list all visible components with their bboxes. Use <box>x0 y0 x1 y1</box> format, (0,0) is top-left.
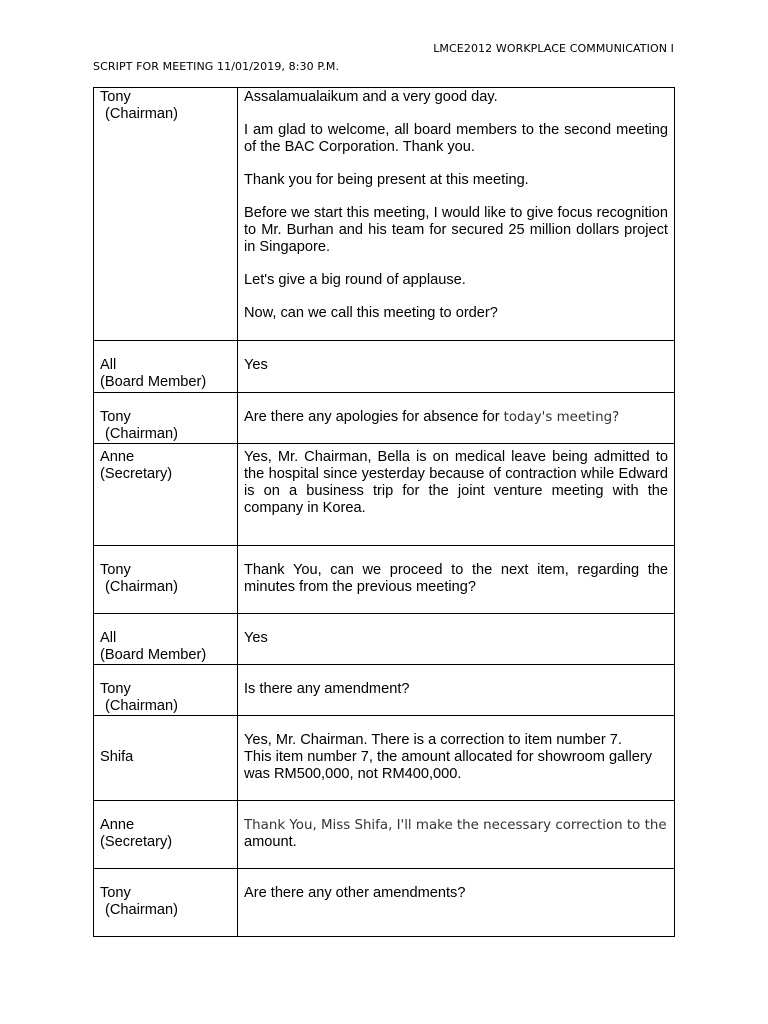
speaker-name: Shifa <box>100 749 134 765</box>
table-row <box>94 716 675 801</box>
speaker-name: Anne <box>100 449 135 465</box>
speaker-cell <box>94 614 238 665</box>
table-row <box>94 88 675 341</box>
speech-paragraph: Let's give a big round of applause. <box>244 272 466 288</box>
speech-cell <box>238 393 675 444</box>
speaker-name: Tony <box>100 89 131 105</box>
speaker-cell <box>94 88 238 341</box>
speaker-name: All <box>100 630 117 646</box>
speaker-role: (Secretary) <box>100 834 173 850</box>
speaker-name: Tony <box>100 409 131 425</box>
speech-paragraph: Are there any other amendments? <box>244 885 466 901</box>
speaker-cell <box>94 801 238 869</box>
speaker-role: (Chairman) <box>105 426 178 442</box>
speech-cell <box>238 614 675 665</box>
script-title: SCRIPT FOR MEETING 11/01/2019, 8:30 P.M. <box>93 60 340 73</box>
speech-line-emphasis: Thank You, Miss Shifa, I'll make the necessary correction to the <box>244 818 667 833</box>
speech-line: Yes, Mr. Chairman. There is a correction to item number 7. <box>244 732 622 748</box>
speech-paragraph: Thank You, can we proceed to the next item, regarding the minutes from the previous meeting? <box>244 562 668 595</box>
speech-line: amount. <box>244 834 297 850</box>
speech-line: This item number 7, the amount allocated for showroom gallery <box>244 749 653 765</box>
meeting-script-table <box>93 87 675 937</box>
speech-cell <box>238 716 675 801</box>
speech-cell <box>238 546 675 614</box>
table-row <box>94 444 675 546</box>
speaker-name: Anne <box>100 817 135 833</box>
speaker-cell <box>94 444 238 546</box>
speech-paragraph: Yes, Mr. Chairman, Bella is on medical leave being admitted to the hospital since yesterday because of contraction while Edward is on a business trip for the joint venture meeting with the company in Korea. <box>244 449 668 516</box>
speech-paragraph: Yes <box>244 630 268 646</box>
speaker-role: (Secretary) <box>100 466 173 482</box>
speaker-cell <box>94 393 238 444</box>
speech-cell <box>238 801 675 869</box>
speech-cell <box>238 341 675 393</box>
speaker-role: (Chairman) <box>105 698 178 714</box>
speaker-role: (Chairman) <box>105 902 178 918</box>
speaker-cell <box>94 341 238 393</box>
table-row <box>94 614 675 665</box>
table-row <box>94 341 675 393</box>
speech-paragraph: Thank you for being present at this meeting. <box>244 172 529 188</box>
speech-cell <box>238 665 675 716</box>
speech-paragraph: Is there any amendment? <box>244 681 410 697</box>
speech-text: Are there any apologies for absence for <box>244 409 504 425</box>
speaker-role: (Board Member) <box>100 647 207 663</box>
speech-cell <box>238 869 675 937</box>
speech-paragraph: Now, can we call this meeting to order? <box>244 305 498 321</box>
speech-paragraph: I am glad to welcome, all board members to the second meeting of the BAC Corporation. Thank you. <box>244 122 668 155</box>
speech-paragraph: Yes <box>244 357 268 373</box>
speaker-role: (Chairman) <box>105 579 178 595</box>
speaker-name: Tony <box>100 681 131 697</box>
speaker-role: (Chairman) <box>105 106 178 122</box>
course-header: LMCE2012 WORKPLACE COMMUNICATION I <box>433 42 674 55</box>
speech-line: was RM500,000, not RM400,000. <box>244 766 462 782</box>
table-row <box>94 801 675 869</box>
table-row <box>94 665 675 716</box>
table-row <box>94 546 675 614</box>
speaker-cell <box>94 546 238 614</box>
speech-paragraph: Assalamualaikum and a very good day. <box>244 89 498 105</box>
table-row <box>94 869 675 937</box>
speaker-cell <box>94 665 238 716</box>
speaker-name: Tony <box>100 562 131 578</box>
speaker-name: Tony <box>100 885 131 901</box>
speaker-cell <box>94 869 238 937</box>
speaker-name: All <box>100 357 117 373</box>
speech-cell <box>238 88 675 341</box>
table-row <box>94 393 675 444</box>
speaker-cell <box>94 716 238 801</box>
speaker-role: (Board Member) <box>100 374 207 390</box>
speech-cell <box>238 444 675 546</box>
speech-text-emphasis: today's meeting? <box>503 410 620 425</box>
speech-paragraph: Before we start this meeting, I would like to give focus recognition to Mr. Burhan and his team for secured 25 million dollars project in Singapore. <box>244 205 668 255</box>
